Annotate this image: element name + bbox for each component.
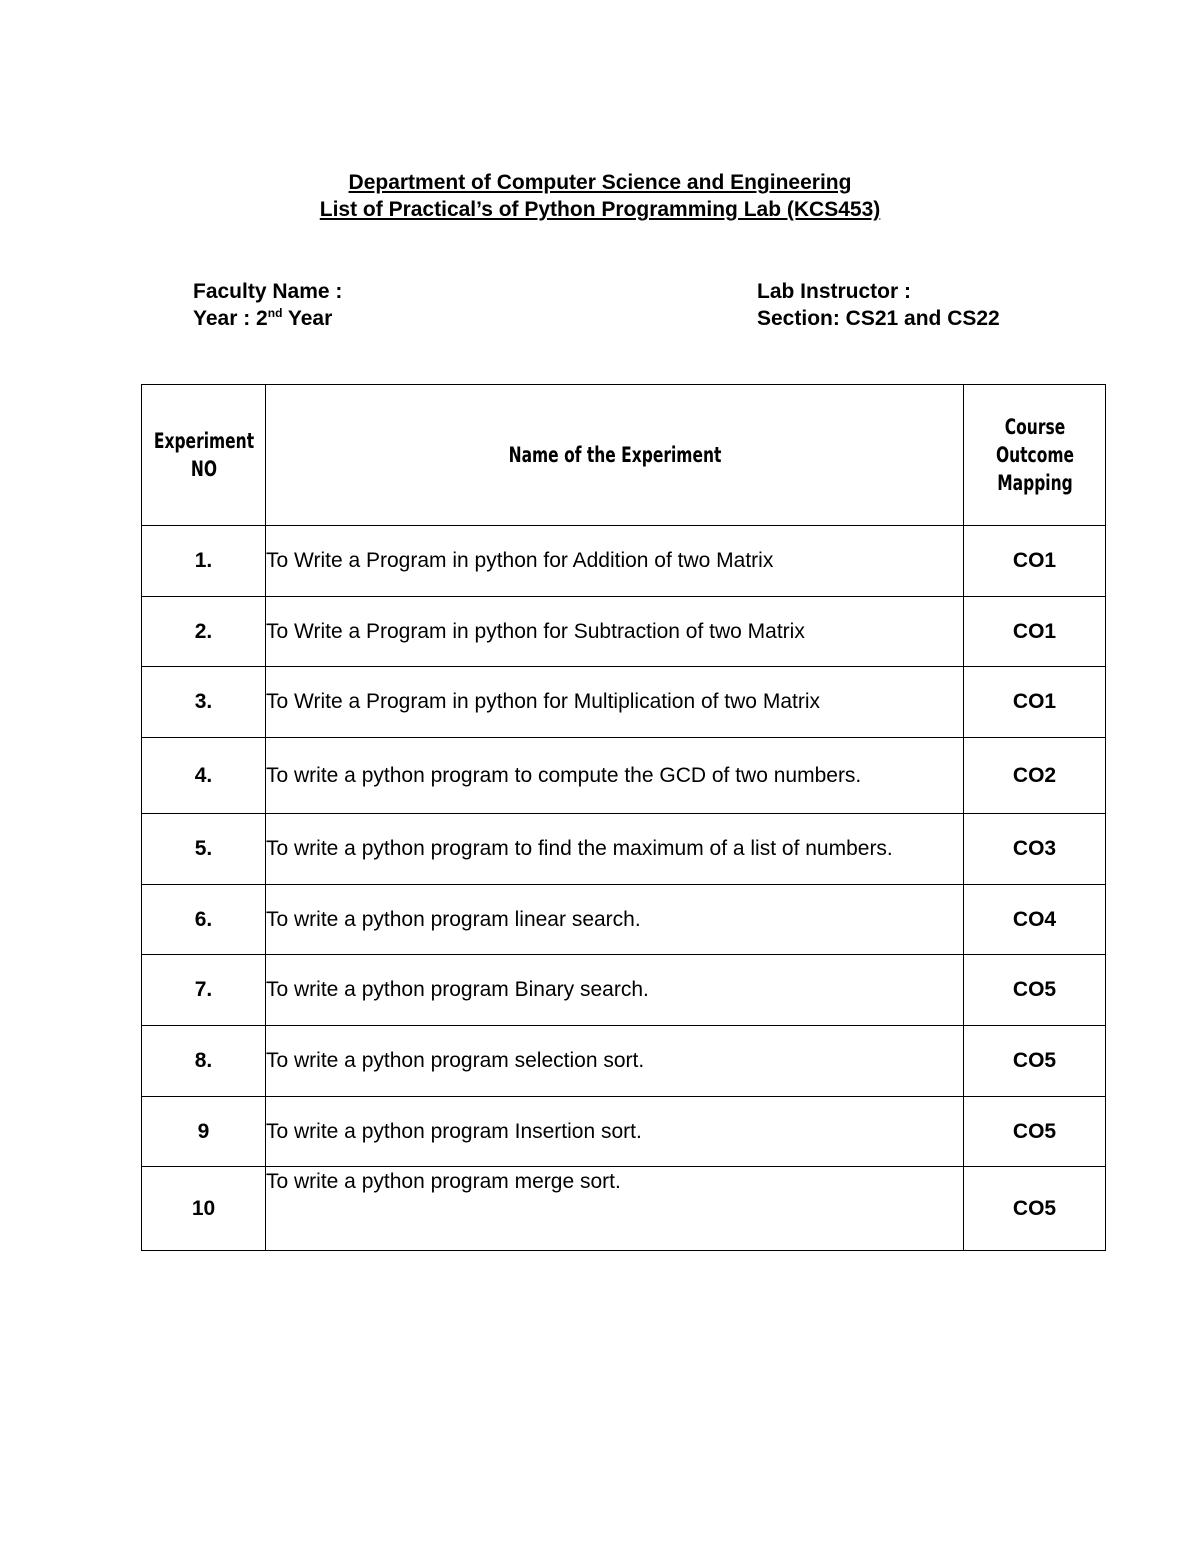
experiment-number: 6.: [142, 885, 266, 955]
experiment-name-header: [328, 385, 900, 526]
experiment-number: 2.: [142, 597, 266, 667]
year-suffix: Year: [282, 307, 333, 330]
co-mapping: CO2: [964, 738, 1106, 814]
experiment-name: To write a python program to find the maximum of a list of numbers.: [266, 814, 964, 885]
experiment-name-header-text: Name of the Experiment: [508, 443, 721, 467]
table-header-row: [142, 385, 1106, 526]
experiment-name: To write a python program selection sort.: [266, 1026, 964, 1097]
course-outcome-header-line2: Outcome: [995, 443, 1074, 467]
section-label: Section: CS21 and CS22: [757, 307, 1000, 330]
co-mapping: CO5: [964, 1167, 1106, 1251]
year-label: [193, 308, 332, 329]
co-mapping: CO5: [964, 955, 1106, 1026]
co-mapping: CO5: [964, 1097, 1106, 1167]
co-mapping: CO4: [964, 885, 1106, 955]
experiments-table: [141, 384, 1106, 1251]
table-row: [142, 526, 1106, 597]
course-outcome-header-line3: Mapping: [996, 471, 1073, 495]
year-prefix: Year : 2: [193, 307, 268, 330]
experiment-number: 1.: [142, 526, 266, 597]
experiment-name: To write a python program linear search.: [266, 885, 964, 955]
experiment-number: 3.: [142, 667, 266, 738]
experiment-name: To Write a Program in python for Multiplication of two Matrix: [266, 667, 964, 738]
lab-list-title: List of Practical’s of Python Programming Lab (KCS453): [319, 198, 881, 221]
experiment-no-header-line1: Experiment: [153, 429, 254, 453]
table-row: [142, 885, 1106, 955]
table-row: [142, 1167, 1106, 1251]
experiment-name: To write a python program Insertion sort.: [266, 1097, 964, 1167]
faculty-name-label: Faculty Name :: [193, 280, 343, 303]
experiment-number: 10: [142, 1167, 266, 1251]
co-mapping: CO1: [964, 526, 1106, 597]
department-heading: Department of Computer Science and Engineering: [348, 171, 852, 194]
table-row: [142, 814, 1106, 885]
co-mapping: CO1: [964, 597, 1106, 667]
lab-instructor-label: Lab Instructor :: [757, 280, 912, 303]
experiment-number: 9: [142, 1097, 266, 1167]
course-outcome-header: [976, 385, 1092, 526]
experiment-number: 8.: [142, 1026, 266, 1097]
table-row: [142, 738, 1106, 814]
year-ordinal-suffix: nd: [267, 306, 283, 320]
co-mapping: CO5: [964, 1026, 1106, 1097]
table-row: [142, 955, 1106, 1026]
table-row: [142, 1097, 1106, 1167]
table-row: [142, 667, 1106, 738]
experiment-no-header: [153, 385, 255, 526]
co-mapping: CO1: [964, 667, 1106, 738]
experiment-number: 4.: [142, 738, 266, 814]
experiment-number: 7.: [142, 955, 266, 1026]
co-mapping: CO3: [964, 814, 1106, 885]
experiment-name: To Write a Program in python for Addition of two Matrix: [266, 526, 964, 597]
table-row: [142, 597, 1106, 667]
experiment-name: To write a python program to compute the GCD of two numbers.: [266, 738, 964, 814]
table-row: [142, 1026, 1106, 1097]
experiment-name: To write a python program Binary search.: [266, 955, 964, 1026]
course-outcome-header-line1: Course: [1004, 415, 1065, 439]
experiment-number: 5.: [142, 814, 266, 885]
experiment-name: To write a python program merge sort.: [266, 1167, 964, 1251]
experiment-name: To Write a Program in python for Subtraction of two Matrix: [266, 597, 964, 667]
experiment-no-header-line2: NO: [190, 457, 217, 481]
